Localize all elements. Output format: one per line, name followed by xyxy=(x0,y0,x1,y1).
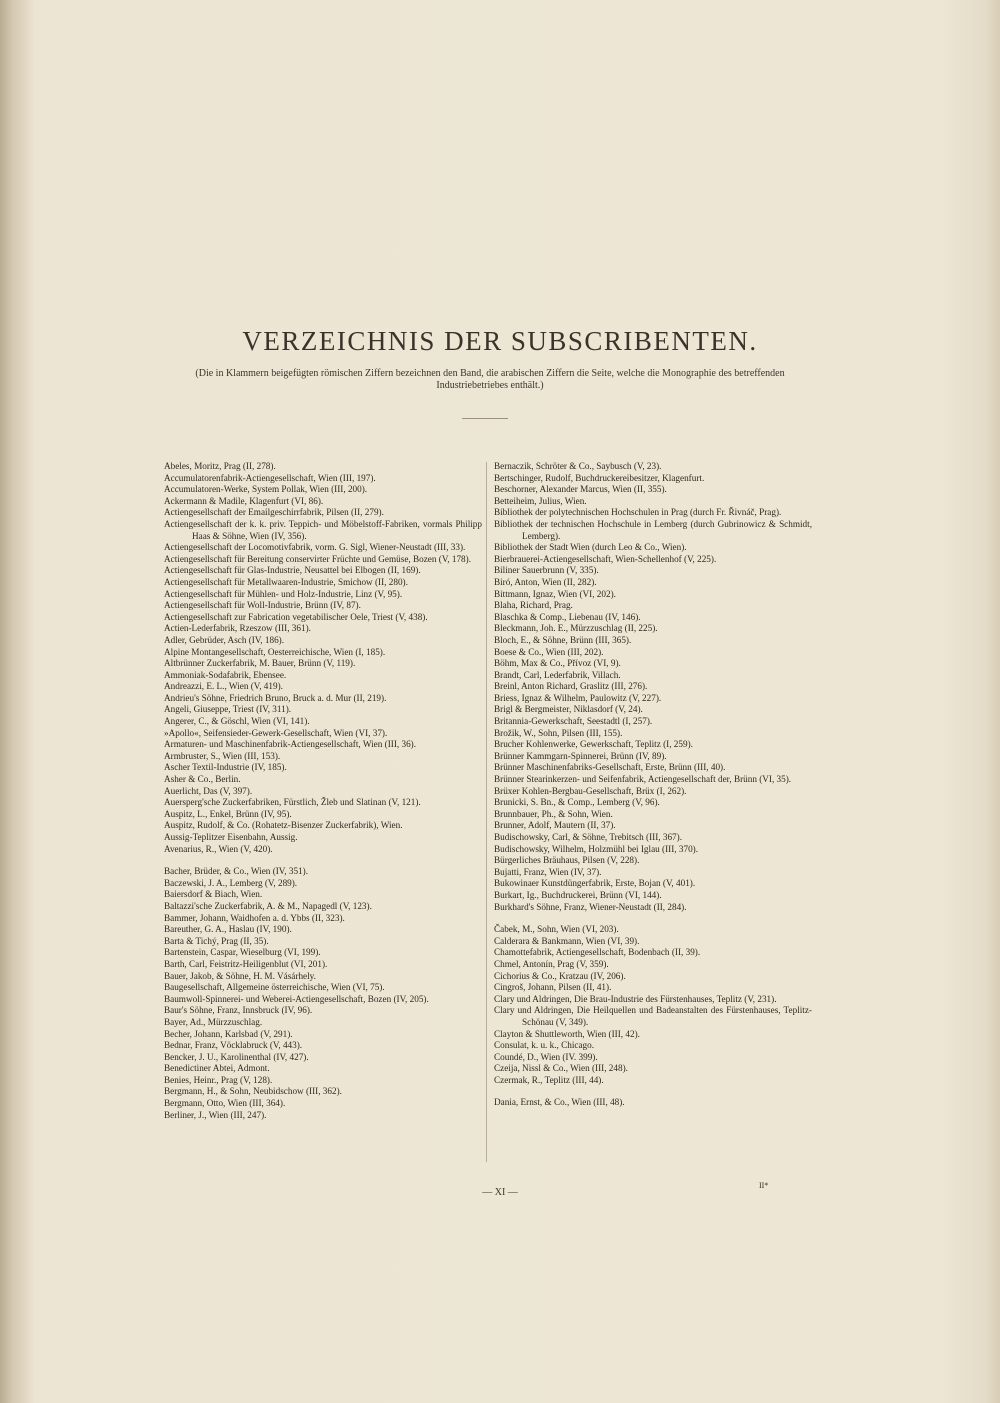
subscriber-entry: Burkart, Ig., Buchdruckerei, Brünn (VI, 144). xyxy=(494,889,662,900)
subscriber-entry: Bammer, Johann, Waidhofen a. d. Ybbs (II, 323). xyxy=(164,912,345,923)
subscriber-entry: Baugesellschaft, Allgemeine österreichische, Wien (VI, 75). xyxy=(164,982,385,993)
subscriber-entry: Adler, Gebrüder, Asch (IV, 186). xyxy=(164,634,285,645)
subscriber-entry: Čabek, M., Sohn, Wien (VI, 203). xyxy=(494,924,619,935)
subscriber-entry: Actiengesellschaft für Glas-Industrie, Neusattel bei Elbogen (II, 169). xyxy=(164,565,421,576)
subscriber-entry: Bürgerliches Bräuhaus, Pilsen (V, 228). xyxy=(494,855,640,866)
printer-signature: II* xyxy=(759,1181,769,1190)
subscriber-entry: Bednar, Franz, Vöcklabruck (V, 443). xyxy=(164,1040,303,1051)
subscriber-entry: Britannia-Gewerkschaft, Seestadtl (I, 257). xyxy=(494,716,653,727)
subscriber-entry: Calderara & Bankmann, Wien (VI, 39). xyxy=(494,935,640,946)
subscriber-entry: Burkhard's Söhne, Franz, Wiener-Neustadt (II, 284). xyxy=(494,901,687,912)
subscriber-entry: Czeija, Nissl & Co., Wien (III, 248). xyxy=(494,1063,628,1074)
left-column xyxy=(164,461,482,1121)
right-column xyxy=(494,461,812,1109)
subscriber-entry: Consulat, k. u. k., Chicago. xyxy=(494,1040,595,1051)
group-separator xyxy=(494,913,812,924)
subscriber-entry: Briess, Ignaz & Wilhelm, Paulowitz (V, 227). xyxy=(494,692,662,703)
subscriber-entry: Brožik, W., Sohn, Pilsen (III, 155). xyxy=(494,727,623,738)
subscriber-entry: Bergmann, Otto, Wien (III, 364). xyxy=(164,1098,286,1109)
subscriber-entry: Brünner Maschinenfabriks-Gesellschaft, Erste, Brünn (III, 40). xyxy=(494,762,726,773)
subscriber-entry: Becher, Johann, Karlsbad (V, 291). xyxy=(164,1028,293,1039)
subscriber-entry: Budischowsky, Wilhelm, Holzmühl bei Iglau (III, 370). xyxy=(494,843,699,854)
subscriber-entry: Ackermann & Madile, Klagenfurt (VI, 86). xyxy=(164,495,324,506)
subscriber-entry: Actiengesellschaft für Mühlen- und Holz-Industrie, Linz (V, 95). xyxy=(164,588,403,599)
subscriber-entry: Breinl, Anton Richard, Graslitz (III, 276). xyxy=(494,681,648,692)
subscriber-entry: Biliner Sauerbrunn (V, 335). xyxy=(494,565,599,576)
subscriber-entry: Bleckmann, Joh. E., Mürzzuschlag (II, 225). xyxy=(494,623,658,634)
subscriber-entry: Baiersdorf & Biach, Wien. xyxy=(164,889,263,900)
subscriber-entry: Auerlicht, Das (V, 397). xyxy=(164,785,253,796)
subscriber-entry: Böhm, Max & Co., Přívoz (VI, 9). xyxy=(494,658,621,669)
group-separator xyxy=(494,1086,812,1097)
subscriber-entry: Bernaczik, Schröter & Co., Saybusch (V, 23). xyxy=(494,461,662,471)
subscriber-entry: Actiengesellschaft für Bereitung conservirter Früchte und Gemüse, Bozen (V, 178). xyxy=(164,553,472,564)
subscriber-entry: Cichorius & Co., Kratzau (IV, 206). xyxy=(494,970,626,981)
subscriber-entry: Angeli, Giuseppe, Triest (IV, 311). xyxy=(164,704,292,715)
group-separator xyxy=(164,855,482,866)
subscriber-entry: Baczewski, J. A., Lemberg (V, 289). xyxy=(164,877,298,888)
subscriber-entry: Dania, Ernst, & Co., Wien (III, 48). xyxy=(494,1097,625,1108)
subscriber-entry: Alpine Montangesellschaft, Oesterreichische, Wien (I, 185). xyxy=(164,646,386,657)
subscriber-entry: Brünner Kammgarn-Spinnerei, Brünn (IV, 89). xyxy=(494,750,667,761)
subscriber-entry: Bartenstein, Caspar, Wieselburg (VI, 199). xyxy=(164,947,321,958)
subscriber-entry: Actiengesellschaft der Emailgeschirrfabrik, Pilsen (II, 279). xyxy=(164,507,384,518)
subscriber-entry: Barta & Tichý, Prag (II, 35). xyxy=(164,935,269,946)
subscriber-entry: Brüxer Kohlen-Bergbau-Gesellschaft, Brüx (I, 262). xyxy=(494,785,687,796)
subscriber-entry: Abeles, Moritz, Prag (II, 278). xyxy=(164,461,276,471)
subscriber-entry: Armbruster, S., Wien (III, 153). xyxy=(164,750,281,761)
subscriber-entry: Actiengesellschaft der Locomotivfabrik, vorm. G. Sigl, Wiener-Neustadt (III, 33). xyxy=(164,542,466,553)
subscriber-entry: Cingroš, Johann, Pilsen (II, 41). xyxy=(494,982,612,993)
subscriber-entry: Bencker, J. U., Karolinenthal (IV, 427). xyxy=(164,1051,309,1062)
subscriber-entry: Ammoniak-Sodafabrik, Ebensee. xyxy=(164,669,287,680)
subscriber-entry: Budischowsky, Carl, & Söhne, Trebitsch (III, 367). xyxy=(494,832,682,842)
subscriber-entry: Coundé, D., Wien (IV. 399). xyxy=(494,1051,598,1062)
subscriber-entry: Avenarius, R., Wien (V, 420). xyxy=(164,843,273,854)
subscriber-entry: Baumwoll-Spinnerei- und Weberei-Actiengesellschaft, Bozen (IV, 205). xyxy=(164,993,429,1004)
subscriber-entry: Actien-Lederfabrik, Rzeszow (III, 361). xyxy=(164,623,311,634)
subscriber-entry: Brucher Kohlenwerke, Gewerkschaft, Teplitz (I, 259). xyxy=(494,739,693,750)
subscriber-entry: Angerer, C., & Göschl, Wien (VI, 141). xyxy=(164,716,310,727)
subscriber-entry: Bierbrauerei-Actiengesellschaft, Wien-Schellenhof (V, 225). xyxy=(494,553,717,564)
subscriber-entry: Brigl & Bergmeister, Niklasdorf (V, 24). xyxy=(494,704,643,715)
subscriber-entry: Actiengesellschaft für Woll-Industrie, Brünn (IV, 87). xyxy=(164,600,361,611)
subscriber-entry: Clary und Aldringen, Die Heilquellen und Badeanstalten des Fürstenhauses, Teplitz-Schönau (V, 349). xyxy=(494,1005,812,1027)
page-number: — XI — xyxy=(482,1187,518,1198)
subscriber-entry: Bacher, Brüder, & Co., Wien (IV, 351). xyxy=(164,866,308,877)
subscriber-entry: Bibliothek der polytechnischen Hochschulen in Prag (durch Fr. Řivnáč, Prag). xyxy=(494,507,782,518)
subscriber-entry: Brandt, Carl, Lederfabrik, Villach. xyxy=(494,669,621,680)
subscriber-entry: Actiengesellschaft der k. k. priv. Teppich- und Möbelstoff-Fabriken, vormals Philipp Haas & Söhne, Wien (IV, 356). xyxy=(164,518,482,541)
subscriber-entry: Brunicki, S. Bn., & Comp., Lemberg (V, 96). xyxy=(494,797,660,808)
subscriber-entry: Auersperg'sche Zuckerfabriken, Fürstlich, Žleb und Slatinan (V, 121). xyxy=(164,797,421,808)
subscriber-entry: Benies, Heinr., Prag (V, 128). xyxy=(164,1074,273,1085)
subscriber-entry: Ascher Textil-Industrie (IV, 185). xyxy=(164,762,287,773)
subscriber-entry: Bareuther, G. A., Haslau (IV, 190). xyxy=(164,924,292,935)
subscriber-entry: Auspitz, Rudolf, & Co. (Rohatetz-Bisenzer Zuckerfabrik), Wien. xyxy=(164,820,403,831)
subscriber-entry: Baltazzi'sche Zuckerfabrik, A. & M., Napagedl (V, 123). xyxy=(164,900,372,911)
page-title: VERZEICHNIS DER SUBSCRIBENTEN. xyxy=(242,326,758,356)
subscriber-entry: Clary und Aldringen, Die Brau-Industrie des Fürstenhauses, Teplitz (V, 231). xyxy=(494,993,777,1004)
subscriber-entry: Armaturen- und Maschinenfabrik-Actiengesellschaft, Wien (III, 36). xyxy=(164,739,417,750)
subscriber-entry: Brunnbauer, Ph., & Sohn, Wien. xyxy=(494,808,613,819)
subscriber-entry: Aussig-Teplitzer Eisenbahn, Aussig. xyxy=(164,832,298,842)
subscriber-entry: Blaschka & Comp., Liebenau (IV, 146). xyxy=(494,611,641,622)
subscriber-entry: Brunner, Adolf, Mautern (II, 37). xyxy=(494,820,616,831)
subscriber-entry: Bauer, Jakob, & Söhne, H. M. Vásárhely. xyxy=(164,970,316,981)
subscriber-entry: Barth, Carl, Feistritz-Heiligenblut (VI, 201). xyxy=(164,958,328,969)
subscriber-entry: Blaha, Richard, Prag. xyxy=(494,600,573,611)
subscriber-entry: Bujatti, Franz, Wien (IV, 37). xyxy=(494,866,602,877)
subscriber-entry: Baur's Söhne, Franz, Innsbruck (IV, 96). xyxy=(164,1005,313,1016)
subscriber-entry: Czermak, R., Teplitz (III, 44). xyxy=(494,1074,604,1085)
subscriber-entry: Bergmann, H., & Sohn, Neubidschow (III, 362). xyxy=(164,1086,342,1097)
subscriber-entry: Andrieu's Söhne, Friedrich Bruno, Bruck a. d. Mur (II, 219). xyxy=(164,692,387,703)
subscriber-entry: Bibliothek der technischen Hochschule in Lemberg (durch Gubrinowicz & Schmidt, Lemberg). xyxy=(494,518,812,541)
subscriber-entry: Berliner, J., Wien (III, 247). xyxy=(164,1109,267,1120)
subscriber-entry: Betteiheim, Julius, Wien. xyxy=(494,495,587,506)
subscriber-entry: Andreazzi, E. L., Wien (V, 419). xyxy=(164,681,283,692)
subscriber-entry: Altbrünner Zuckerfabrik, M. Bauer, Brünn (V, 119). xyxy=(164,658,356,669)
subscriber-entry: Bittmann, Ignaz, Wien (VI, 202). xyxy=(494,588,616,599)
subscriber-entry: Auspitz, L., Enkel, Brünn (IV, 95). xyxy=(164,808,292,819)
subscriber-entry: Bayer, Ad., Mürzzuschlag. xyxy=(164,1016,263,1027)
subscriber-entry: Beschorner, Alexander Marcus, Wien (II, 355). xyxy=(494,484,667,495)
column-divider xyxy=(486,462,487,1162)
subscriber-entry: Accumulatorenfabrik-Actiengesellschaft, Wien (III, 197). xyxy=(164,472,376,483)
subscriber-entry: Bibliothek der Stadt Wien (durch Leo & Co., Wien). xyxy=(494,542,687,553)
subscriber-entry: Actiengesellschaft für Metallwaaren-Industrie, Smichow (II, 280). xyxy=(164,576,408,587)
subscriber-entry: Benedictiner Abtei, Admont. xyxy=(164,1063,270,1074)
subscriber-entry: Clayton & Shuttleworth, Wien (III, 42). xyxy=(494,1028,640,1039)
subscriber-entry: Biró, Anton, Wien (II, 282). xyxy=(494,576,597,587)
subscriber-entry: Brünner Stearinkerzen- und Seifenfabrik, Actiengesellschaft der, Brünn (VI, 35). xyxy=(494,774,792,785)
subscriber-entry: Chamottefabrik, Actiengesellschaft, Bodenbach (II, 39). xyxy=(494,947,701,958)
subscriber-entry: Accumulatoren-Werke, System Pollak, Wien (III, 200). xyxy=(164,484,368,495)
subscriber-entry: Bertschinger, Rudolf, Buchdruckereibesitzer, Klagenfurt. xyxy=(494,472,705,483)
subscriber-entry: Boese & Co., Wien (III, 202). xyxy=(494,646,604,657)
subscriber-entry: Asher & Co., Berlin. xyxy=(164,774,241,785)
subscriber-entry: »Apollo«, Seifensieder-Gewerk-Gesellschaft, Wien (VI, 37). xyxy=(164,727,388,738)
title-rule xyxy=(462,418,508,419)
subscriber-entry: Actiengesellschaft zur Fabrication vegetabilischer Oele, Triest (V, 438). xyxy=(164,611,428,622)
page-subtitle: (Die in Klammern beigefügten römischen Ziffern bezeichnen den Band, die arabischen Ziffern die Seite, welche die Monographie des betreffenden Industriebetriebes enthält.) xyxy=(195,368,785,391)
subscriber-entry: Bukowinaer Kunstdüngerfabrik, Erste, Bojan (V, 401). xyxy=(494,878,696,889)
subscriber-entry: Bloch, E., & Söhne, Brünn (III, 365). xyxy=(494,634,632,645)
subscriber-entry: Chmel, Antonín, Prag (V, 359). xyxy=(494,958,609,969)
